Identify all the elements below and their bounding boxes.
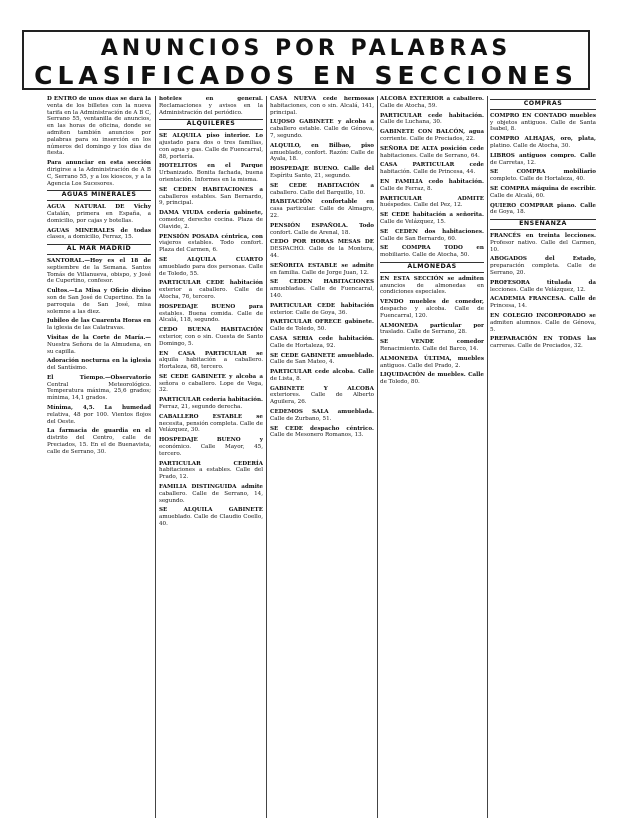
classified-ad: GABINETE CON BALCÓN, agua corriente. Calle de Preciados, 22. (380, 129, 484, 142)
classified-ad: SEÑORA DE ALTA posición cede habitaciones. Calle de Serrano, 64. (380, 145, 484, 159)
masthead-box (22, 30, 590, 90)
classified-ad: EN CASA PARTICULAR se alquila habitación a caballero. Hortaleza, 68, tercero. (159, 350, 263, 371)
classified-ad: CEDO POR HORAS MESAS DE DESPACHO. Calle de la Montera, 44. (270, 239, 374, 259)
section-heading: ALQUILERES (159, 119, 263, 130)
section-heading: AL MAR MADRID (47, 244, 151, 255)
classified-ad: La farmacia de guardia en el distrito del Centro, calle de Preciados, 15. En el de Buenavista, calle de Serrano, 30. (47, 428, 151, 455)
classified-ad: SE COMPRA máquina de escribir. Calle de Alcalá, 60. (490, 185, 596, 199)
classified-ad: CASA PARTICULAR cede habitación. Calle de Princesa, 44. (380, 162, 484, 176)
classified-ad: SE CEDE habitación a señorita. Calle de Velázquez, 15. (380, 212, 484, 225)
section-heading: ALMONEDAS (380, 262, 484, 273)
classified-ad: HOSPEDAJE BUENO para estables. Buena comida. Calle de Alcalá, 118, segundo. (159, 303, 263, 324)
classified-ad: SE CEDE despacho céntrico. Calle de Mesonero Romanos, 13. (270, 425, 374, 439)
classified-ad: COMPRO EN CONTADO muebles y objetos antiguos. Calle de Santa Isabel, 8. (490, 112, 596, 133)
classified-ad: Adoración nocturna en la iglesia del Santísimo. (47, 358, 151, 372)
classified-ad: AGUA NATURAL DE Vichy Catalán, primera en España, a domicilio, por cajas y botellas. (47, 204, 151, 224)
classified-ad: SE CEDEN HABITACIONES amuebladas. Calle de Fuencarral, 140. (270, 279, 374, 299)
classified-ad: PARTICULAR CEDE habitación exterior a caballero. Calle de Atocha, 76, tercero. (159, 280, 263, 300)
classified-ad: FRANCÉS en treinta lecciones. Profesor nativo. Calle del Carmen, 10. (490, 232, 596, 253)
classified-ad: SE COMPRA mobiliario completo. Calle de Hortaleza, 40. (490, 169, 596, 183)
classified-ad: CEDO BUENA HABITACIÓN exterior, con o sin. Cuesta de Santo Domingo, 5. (159, 327, 263, 347)
classified-ad: ALCOBA EXTERIOR a caballero. Calle de Atocha, 59. (380, 96, 484, 109)
classified-ad: ACADEMIA FRANCESA. Calle de Princesa, 14. (490, 296, 596, 310)
masthead-line2: CLASIFICADOS EN SECCIONES (34, 61, 578, 90)
column-rule (155, 96, 156, 818)
classified-ad: PREPARACIÓN EN TODAS las carreras. Calle de Preciados, 32. (490, 336, 596, 350)
classified-ad: HOSPEDAJE BUENO. Calle del Espíritu Santo, 21, segundo. (270, 166, 374, 179)
classified-ad: LUJOSO GABINETE y alcoba a caballero estable. Calle de Génova, 7, segundo. (270, 119, 374, 139)
classified-ad: PARTICULAR cede habitación. Calle de Luchana, 30. (380, 112, 484, 126)
classified-ad: HOSPEDAJE BUENO y económico. Calle Mayor, 45, tercero. (159, 437, 263, 457)
classified-ad: VENDO muebles de comedor, despacho y alcoba. Calle de Fuencarral, 120. (380, 299, 484, 319)
classified-ad: LIBROS antiguos compro. Calle de Carretas, 12. (490, 152, 596, 166)
classified-ad: PARTICULAR cede alcoba. Calle de Lista, 8. (270, 369, 374, 382)
classified-ad: SE CEDEN dos habitaciones. Calle de San Bernardo, 60. (380, 228, 484, 242)
classified-ad: GABINETE Y ALCOBA exteriores. Calle de Alberto Aguilera, 26. (270, 385, 374, 406)
classified-ad: El Tiempo.—Observatorio Central Meteorológico. Temperatura máxima, 25,6 grados; mínima, 14,1 grados. (47, 374, 151, 402)
classified-ad: SE VENDE comedor Renacimiento. Calle del Barco, 14. (380, 339, 484, 352)
section-heading: AGUAS MINERALES (47, 190, 151, 201)
classified-ad: SE COMPRA TODO en mobiliario. Calle de Atocha, 50. (380, 245, 484, 259)
masthead-line1: ANUNCIOS POR PALABRAS (100, 36, 512, 61)
classified-ad: HOTELITOS en el Parque Urbanizado. Bonita fachada, buena orientación. Informes en la misma. (159, 163, 263, 183)
classified-ad: hoteles en general. Reclamaciones y avisos en la Administración del periódico. (159, 96, 263, 116)
classified-ad: ALQUILO, en Bilbao, piso amueblado, confort. Razón: Calle de Ayala, 18. (270, 142, 374, 163)
classified-ad: SE CEDE GABINETE amueblado. Calle de San Mateo, 4. (270, 352, 374, 366)
classified-ad: PARTICULAR OFRECE gabinete. Calle de Toledo, 50. (270, 319, 374, 333)
column-3 (270, 96, 374, 818)
classified-ad: Visitas de la Corte de María.—Nuestra Señora de la Almudena, en su capilla. (47, 334, 151, 355)
classified-ad: EN ESTA SECCIÓN se admiten anuncios de almonedas en condiciones especiales. (380, 275, 484, 296)
classified-ad: CEDEMOS SALA amueblada. Calle de Zurbano, 51. (270, 409, 374, 422)
classified-ad: SE ALQUILA piso interior. Lo ajustado para dos o tres familias, con agua y gas. Calle de Fuencarral, 88, portería. (159, 133, 263, 160)
classified-ad: LIQUIDACIÓN de muebles. Calle de Toledo, 80. (380, 372, 484, 386)
column-rule (487, 96, 488, 818)
classified-ad: SANTORAL.—Hoy es el 18 de septiembre de la Semana. Santos Tomás de Villanueva, obispo, y José de Cupertino, confesor. (47, 257, 151, 285)
classified-ad: PARTICULAR ADMITE huéspedes. Calle del Pez, 12. (380, 195, 484, 209)
column-4 (380, 96, 484, 818)
classified-ad: CASA SERIA cede habitación. Calle de Hortaleza, 92. (270, 335, 374, 349)
classified-ad: PROFESORA titulada da lecciones. Calle de Velázquez, 12. (490, 279, 596, 293)
column-rule (377, 96, 378, 818)
classified-ad: SE ALQUILA CUARTO amueblado para dos personas. Calle de Toledo, 55. (159, 256, 263, 277)
classified-ad: ALMONEDA ÚLTIMA, muebles antiguos. Calle del Prado, 2. (380, 355, 484, 369)
column-2 (159, 96, 263, 818)
classified-ad: EN FAMILIA cedo habitación. Calle de Ferraz, 8. (380, 178, 484, 192)
classified-ad: COMPRO ALHAJAS, oro, plata, platino. Calle de Atocha, 30. (490, 136, 596, 149)
classified-ad: Mínima, 4,5. La humedad relativa, 48 por 100. Vientos flojos del Oeste. (47, 405, 151, 425)
column-1 (47, 96, 151, 818)
classified-ad: SE CEDE HABITACIÓN a caballero. Calle del Barquillo, 10. (270, 182, 374, 196)
classified-ad: Jubileo de las Cuarenta Horas en la iglesia de las Calatravas. (47, 318, 151, 332)
classified-ad: PARTICULAR CEDE habitación exterior. Calle de Goya, 36. (270, 302, 374, 316)
classified-ad: PARTICULAR CEDERÍA habitaciones a estables. Calle del Prado, 12. (159, 460, 263, 481)
classified-ad: FAMILIA DISTINGUIDA admite caballero. Calle de Serrano, 14, segundo. (159, 484, 263, 504)
classified-ad: CASA NUEVA cede hermosas habitaciones, con o sin. Alcalá, 141, principal. (270, 96, 374, 116)
classified-ad: SE CEDEN HABITACIONES a caballeros estables. San Bernardo, 9, principal. (159, 186, 263, 207)
classified-ad: Cultos.—La Misa y Oficio divino son de San José de Cupertino. En la parroquia de San José, misa solemne a las diez. (47, 288, 151, 315)
classified-ad: SEÑORITA ESTABLE se admite en familia. Calle de Jorge Juan, 12. (270, 262, 374, 276)
classified-ad: QUIERO COMPRAR piano. Calle de Goya, 18. (490, 202, 596, 216)
column-5 (490, 96, 596, 818)
section-heading: ENSEÑANZA (490, 219, 596, 230)
classified-ad: SE CEDE GABINETE y alcoba a señora o caballero. Lope de Vega, 32. (159, 373, 263, 394)
column-rule (266, 96, 267, 818)
classified-ad: ABOGADOS del Estado, preparación completa. Calle de Serrano, 20. (490, 256, 596, 276)
classified-ad: ALMONEDA particular por traslado. Calle de Serrano, 28. (380, 322, 484, 336)
classified-ad: HABITACIÓN confortable en casa particular. Calle de Almagro, 22. (270, 199, 374, 219)
classified-ad: CABALLERO ESTABLE se necesita, pensión completa. Calle de Velázquez, 30. (159, 413, 263, 434)
classified-ad: DAMA VIUDA cedería gabinete, comedor, derecho cocina. Plaza de Olavide, 2. (159, 210, 263, 230)
classified-ad: D ENTRO de unos días se dará la venta de los billetes con la nueva tarifa en la Administración de A B C, Serrano 55, ventanilla de anuncios, en las horas de oficina, donde se admiten también anuncios por palabras para su inserción en los números del domingo y los días de fiesta. (47, 96, 151, 157)
classified-ad: PENSIÓN ESPAÑOLA. Todo confort. Calle de Arenal, 18. (270, 222, 374, 236)
classified-ad: AGUAS MINERALES de todas clases, a domicilio, Ferraz, 15. (47, 227, 151, 241)
classified-ad: PARTICULAR cedería habitación. Ferraz, 21, segundo derecha. (159, 397, 263, 411)
classified-ad: SE ALQUILA GABINETE amueblado. Calle de Claudio Coello, 40. (159, 507, 263, 528)
section-heading: COMPRAS (490, 99, 596, 110)
classified-ad: Para anunciar en esta sección dirigirse a la Administración de A B C, Serrano 55, y a los kioscos, y a la Agencia Los Sucesores. (47, 160, 151, 187)
classified-ad: PENSIÓN POSADA céntrica, con viajeros estables. Todo confort. Plaza del Carmen, 6. (159, 233, 263, 254)
classified-ad: EN COLEGIO INCORPORADO se admiten alumnos. Calle de Génova, 5. (490, 312, 596, 333)
